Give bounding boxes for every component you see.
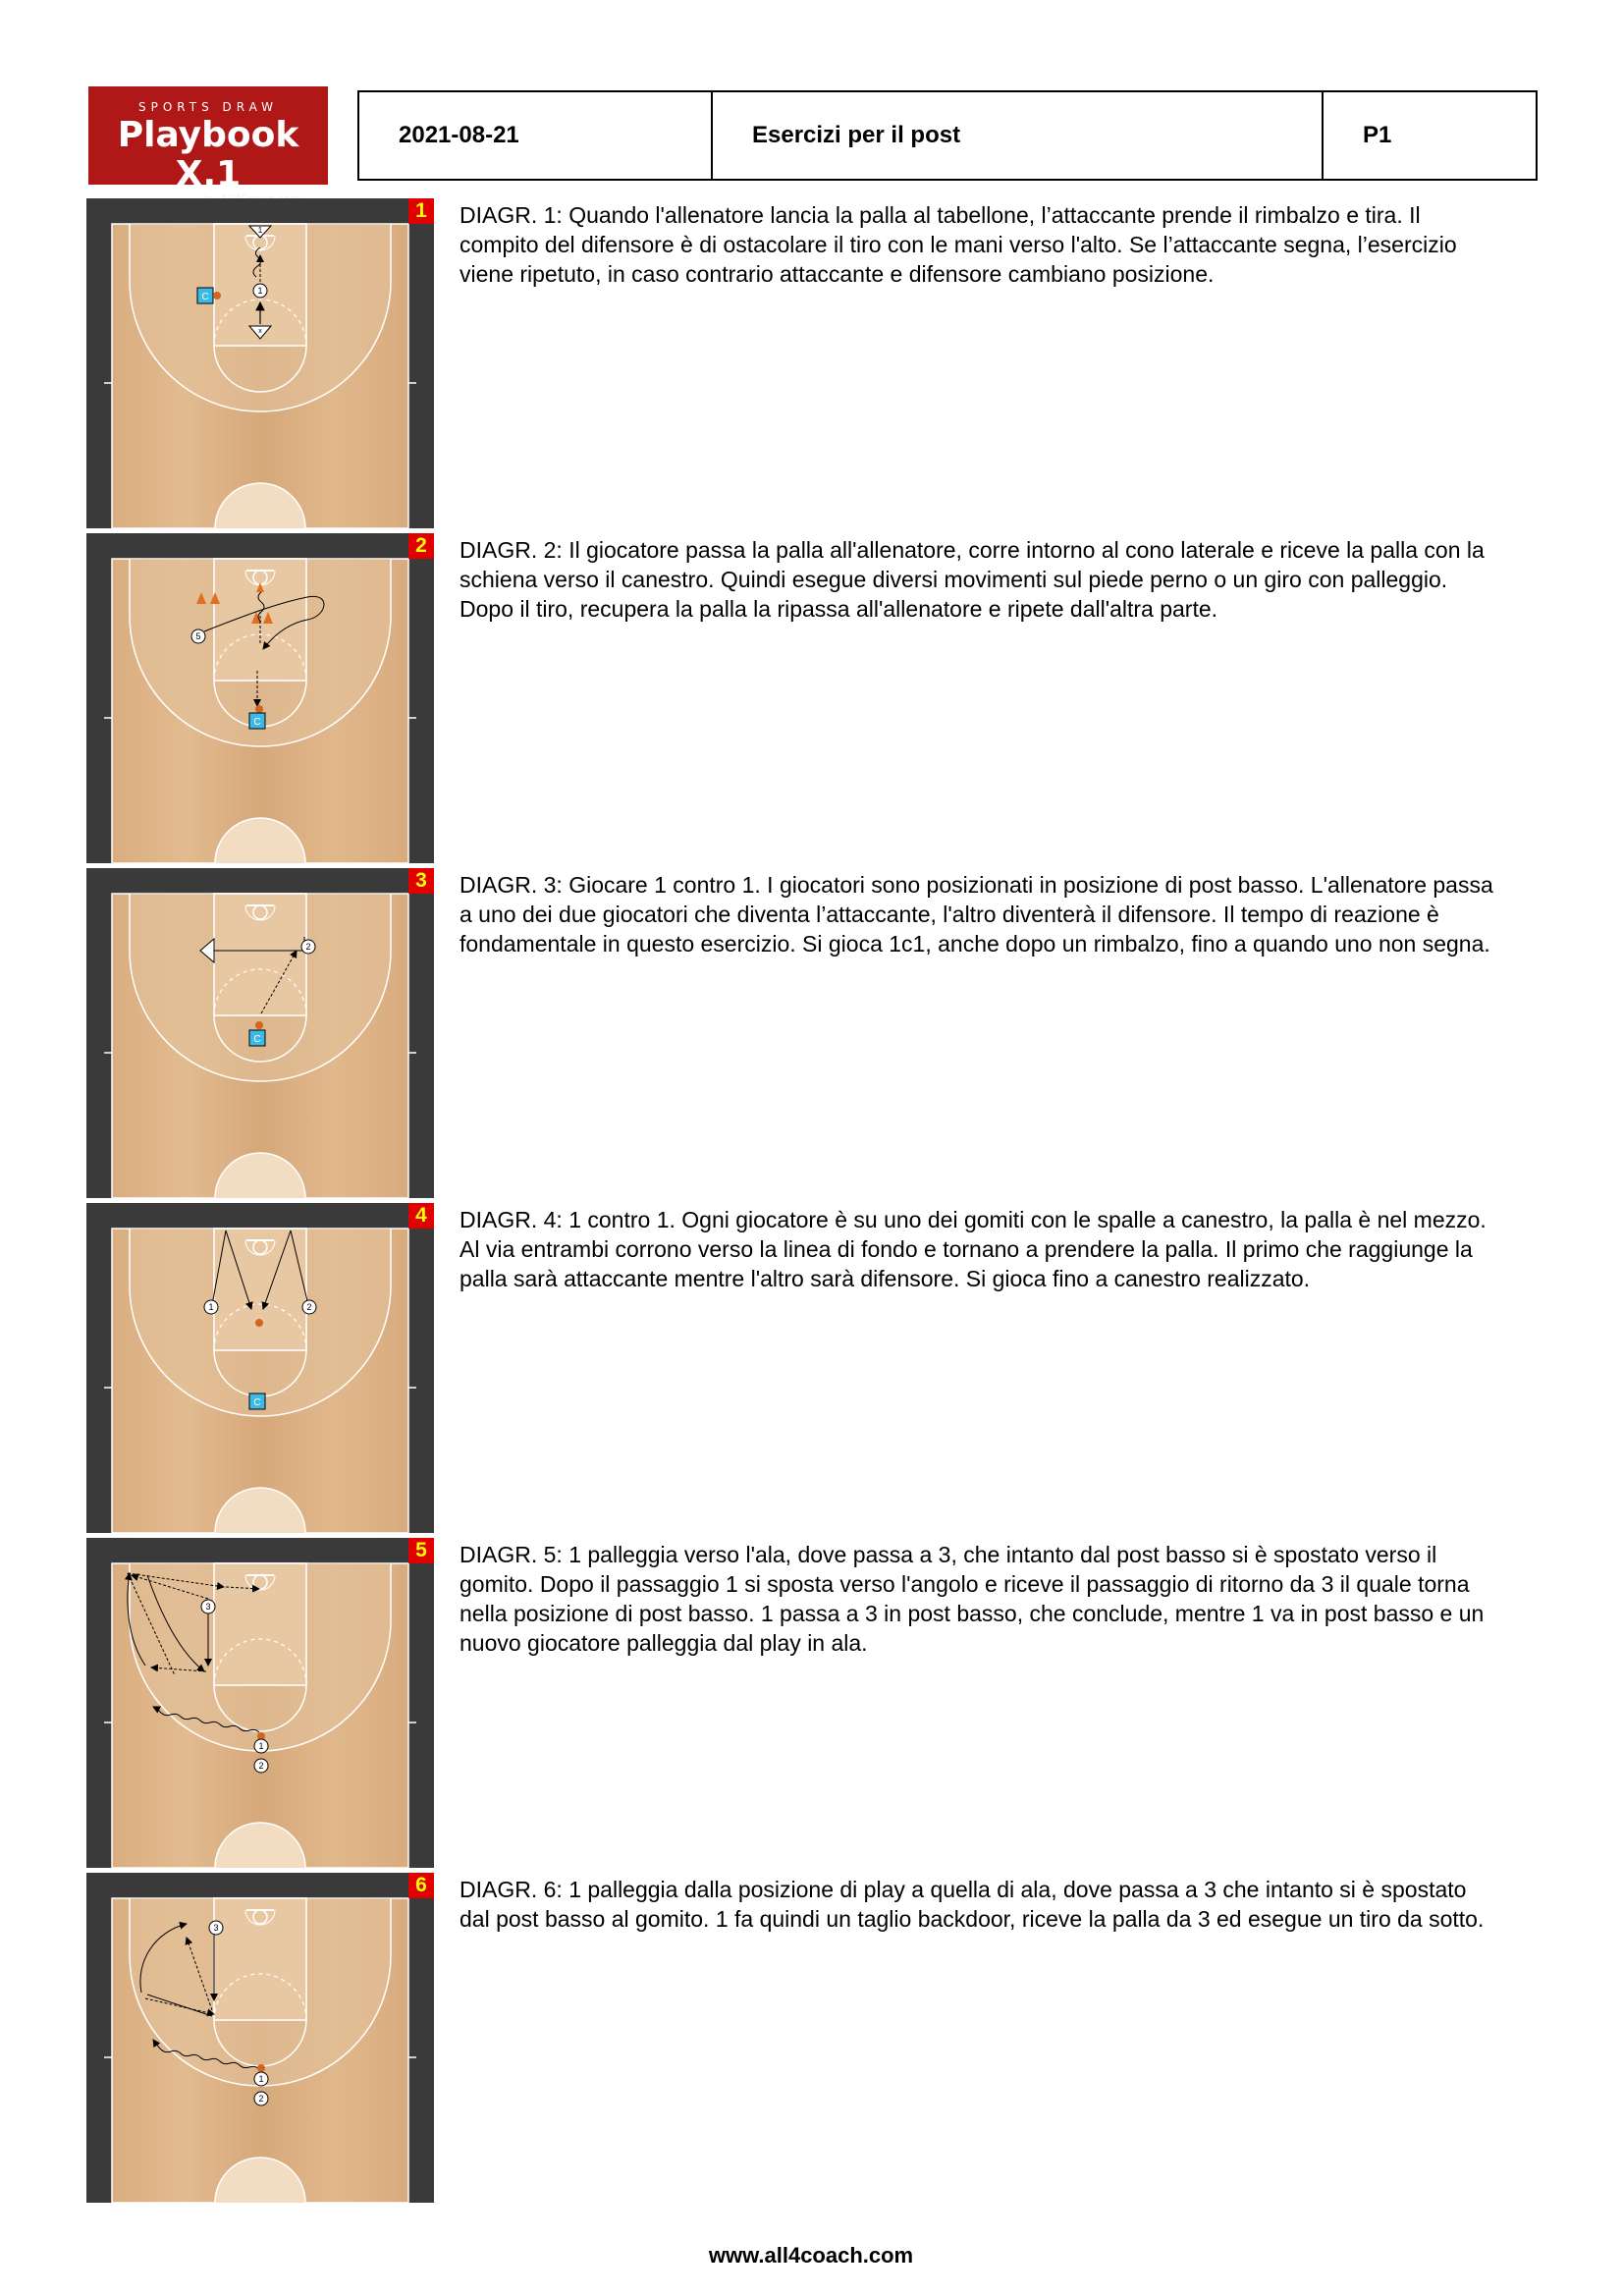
ball [255, 1319, 263, 1327]
diagram-number: 4 [408, 1203, 434, 1229]
header-page-cell [1322, 90, 1538, 181]
player-label: x [258, 328, 262, 335]
coach-label: C [253, 1034, 261, 1045]
diagram-4 [86, 1203, 434, 1533]
player-label: 2 [306, 1302, 312, 1312]
player-label: 1 [258, 1741, 264, 1751]
player-label: 2 [258, 2094, 264, 2104]
ball [255, 1021, 263, 1029]
player-label: 3 [205, 1602, 211, 1612]
header-title-cell [711, 90, 1324, 181]
ball [255, 705, 263, 713]
player-label: 1 [208, 1302, 214, 1312]
header-date-cell [357, 90, 713, 181]
coach-label: C [253, 1397, 261, 1408]
footer-url[interactable]: www.all4coach.com [708, 2243, 914, 2268]
diagram-number: 6 [408, 1873, 434, 1898]
player-label: 1 [257, 226, 263, 235]
diagram-3-text: DIAGR. 3: Giocare 1 contro 1. I giocatori sono posizionati in posizione di post basso. L'allenatore passa a uno dei due giocatori che diventa l’attaccante, l'altro diventerà il difensore. Il tempo di reazione è fondamentale in questo esercizio. Si gioca 1c1, anche dopo un rimbalzo, fino a quando uno non segna. [460, 872, 1493, 957]
court-diagram-4 [86, 1203, 434, 1533]
coach-label: C [253, 717, 261, 728]
diagram-2-text: DIAGR. 2: Il giocatore passa la palla all'allenatore, corre intorno al cono laterale e riceve la palla con la schiena verso il canestro. Quindi esegue diversi movimenti sul piede perno o un giro con palleggio. Dopo il tiro, recupera la palla la ripassa all'allenatore e ripete dall'altra parte. [460, 537, 1485, 622]
diagram-1 [86, 198, 434, 528]
court-diagram-1 [86, 198, 434, 528]
player-label: 1 [257, 286, 263, 296]
diagram-number: 1 [408, 198, 434, 224]
diagram-number: 3 [408, 868, 434, 894]
ball [213, 292, 221, 300]
diagram-number: 5 [408, 1538, 434, 1563]
logo-title: Playbook X.1 [117, 115, 299, 194]
court-diagram-5 [86, 1538, 434, 1868]
diagram-5 [86, 1538, 434, 1868]
player-label: 2 [305, 942, 311, 952]
ball [257, 2064, 265, 2072]
diagram-5-text: DIAGR. 5: 1 palleggia verso l'ala, dove passa a 3, che intanto dal post basso si è spostato verso il gomito. Dopo il passaggio 1 si sposta verso l'angolo e riceve il passaggio di ritorno da 3 il quale torna nella posizione di post basso. 1 passa a 3 in post basso, che conclude, mentre 1 va in post basso e un nuovo giocatore palleggia dal play in ala. [460, 1542, 1485, 1656]
player-label: 3 [213, 1923, 219, 1933]
diagram-6-text: DIAGR. 6: 1 palleggia dalla posizione di play a quella di ala, dove passa a 3 che intanto si è spostato dal post basso al gomito. 1 fa quindi un taglio backdoor, riceve la palla da 3 ed esegue un tiro da sotto. [460, 1877, 1485, 1932]
diagram-6 [86, 1873, 434, 2203]
court-diagram-2 [86, 533, 434, 863]
logo-tagline: SPORTS DRAW [137, 100, 279, 114]
coach-label: C [201, 292, 209, 302]
diagram-3 [86, 868, 434, 1198]
player-label: 2 [258, 1761, 264, 1771]
court-diagram-6 [86, 1873, 434, 2203]
court-diagram-3 [86, 868, 434, 1198]
header-title: Esercizi per il post [752, 122, 961, 148]
player-label: 1 [258, 2074, 264, 2084]
diagram-1-text: DIAGR. 1: Quando l'allenatore lancia la palla al tabellone, l’attaccante prende il rimbalzo e tira. Il compito del difensore è di ostacolare il tiro con le mani verso l'alto. Se l’attaccante segna, l’esercizio viene ripetuto, in caso contrario attaccante e difensore cambiano posizione. [460, 202, 1457, 287]
playbook-logo [88, 86, 328, 194]
diagram-4-text: DIAGR. 4: 1 contro 1. Ogni giocatore è su uno dei gomiti con le spalle a canestro, la palla è nel mezzo. Al via entrambi corrono verso la linea di fondo e tornano a prendere la palla. Il primo che raggiunge la palla sarà attaccante mentre l'altro sarà difensore. Si gioca fino a canestro realizzato. [460, 1207, 1487, 1291]
diagram-2 [86, 533, 434, 863]
player-label: 5 [195, 631, 201, 641]
header-page: P1 [1363, 122, 1392, 148]
diagram-number: 2 [408, 533, 434, 559]
header-date: 2021-08-21 [399, 122, 519, 148]
